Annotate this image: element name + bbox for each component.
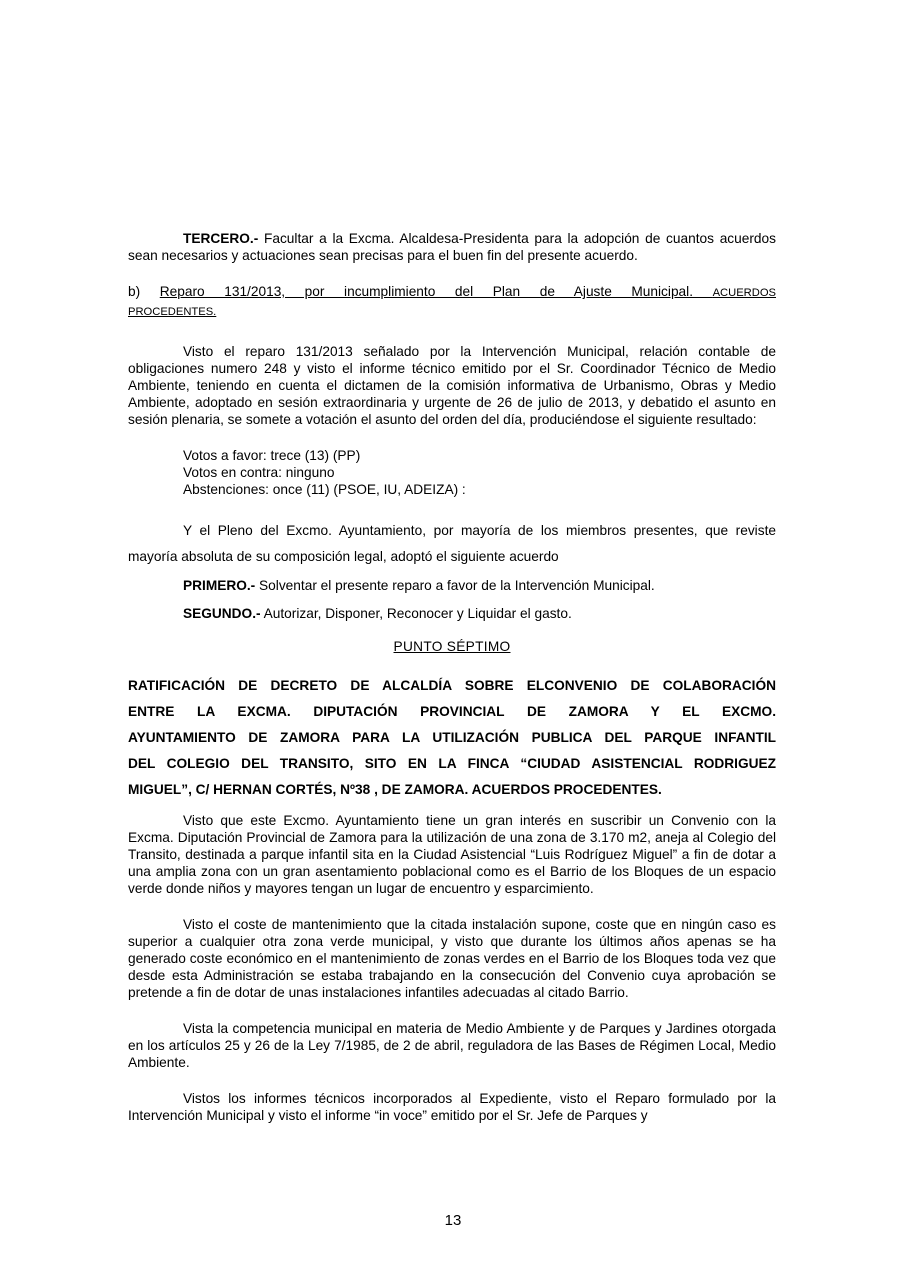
- tercero-text: Facultar a la Excma. Alcaldesa-Presidenta para la adopción de cuantos acuerdos sean necesarios y actuaciones sean precisas para el buen fin del presente acuerdo.: [128, 231, 776, 263]
- page-number: 13: [444, 1212, 462, 1229]
- primero-label: PRIMERO.-: [183, 578, 256, 593]
- votes-abstenciones: Abstenciones: once (11) (PSOE, IU, ADEIZA) :: [183, 482, 466, 497]
- heading-reparo-131-2013: [128, 283, 776, 321]
- reparo-procedentes: PROCEDENTES.: [128, 306, 217, 318]
- paragraph-visto-convenio: Visto que este Excmo. Ayuntamiento tiene un gran interés en suscribir un Convenio con la Excma. Diputación Provincial de Zamora para la utilización de una zona de 3.170 m2, aneja al Colegio del Transito, destinada a parque infantil sita en la Ciudad Asistencial “Luis Rodríguez Miguel” a fin de dotar a una amplia zona con un gran asentamiento poblacional como es el Barrio de los Bloques de un espacio verde donde niños y mayores tengan un lugar de encuentro y esparcimiento.: [128, 813, 776, 896]
- paragraph-visto-reparo: Visto el reparo 131/2013 señalado por la Intervención Municipal, relación contable de obligaciones numero 248 y visto el informe técnico emitido por el Sr. Coordinador Técnico de Medio Ambiente, teniendo en cuenta el dictamen de la comisión informativa de Urbanismo, Obras y Medio Ambiente, adoptado en sesión extraordinaria y urgente de 26 de julio de 2013, y debatido el asunto en sesión plenaria, se somete a votación el asunto del orden del día, produciéndose el siguiente resultado:: [128, 344, 776, 427]
- vote-results: [183, 447, 776, 498]
- segundo-label: SEGUNDO.-: [183, 606, 261, 621]
- primero-text: Solventar el presente reparo a favor de la Intervención Municipal.: [255, 578, 655, 593]
- ratificacion-line: ENTRE LA EXCMA. DIPUTACIÓN PROVINCIAL DE ZAMORA Y EL EXCMO.: [128, 704, 776, 719]
- ratificacion-line: MIGUEL”, C/ HERNAN CORTÉS, Nº38 , DE ZAMORA. ACUERDOS PROCEDENTES.: [128, 782, 662, 797]
- paragraph-visto-coste: Visto el coste de mantenimiento que la citada instalación supone, coste que en ningún caso es superior a cualquier otra zona verde municipal, y visto que durante los últimos años apenas se ha generado coste económico en el mantenimiento de zonas verdes en el Barrio de los Bloques toda vez que desde esta Administración se estaba trabajando en la consecución del Convenio cuya aprobación se pretende a fin de dotar de unas instalaciones infantiles adecuadas al citado Barrio.: [128, 917, 776, 1000]
- reparo-item-letter: b): [128, 284, 160, 299]
- tercero-label: TERCERO.-: [183, 231, 259, 246]
- heading-punto-septimo: PUNTO SÉPTIMO: [393, 639, 511, 654]
- paragraph-vista-competencia: Vista la competencia municipal en materia de Medio Ambiente y de Parques y Jardines otorgada en los artículos 25 y 26 de la Ley 7/1985, de 2 de abril, reguladora de las Bases de Régimen Local, Medio Ambiente.: [128, 1021, 776, 1070]
- segundo-text: Autorizar, Disponer, Reconocer y Liquidar el gasto.: [260, 606, 572, 621]
- paragraph-primero: [128, 576, 776, 596]
- ratificacion-line: AYUNTAMIENTO DE ZAMORA PARA LA UTILIZACIÓN PUBLICA DEL PARQUE INFANTIL: [128, 730, 776, 745]
- paragraph-pleno-acuerdo: Y el Pleno del Excmo. Ayuntamiento, por mayoría de los miembros presentes, que reviste mayoría absoluta de su composición legal, adoptó el siguiente acuerdo: [128, 523, 776, 564]
- paragraph-tercero: [128, 230, 776, 264]
- ratificacion-line: DEL COLEGIO DEL TRANSITO, SITO EN LA FINCA “CIUDAD ASISTENCIAL RODRIGUEZ: [128, 756, 776, 771]
- heading-ratificacion-decreto: [128, 673, 776, 803]
- reparo-title: Reparo 131/2013, por incumplimiento del Plan de Ajuste Municipal.: [159, 284, 713, 299]
- ratificacion-line: RATIFICACIÓN DE DECRETO DE ALCALDÍA SOBRE ELCONVENIO DE COLABORACIÓN: [128, 678, 776, 693]
- paragraph-segundo: [128, 604, 776, 624]
- votes-favor: Votos a favor: trece (13) (PP): [183, 448, 361, 463]
- votes-contra: Votos en contra: ninguno: [183, 465, 335, 480]
- reparo-acuerdos: ACUERDOS: [712, 287, 776, 299]
- paragraph-vistos-informes: Vistos los informes técnicos incorporados al Expediente, visto el Reparo formulado por la Intervención Municipal y visto el informe “in voce” emitido por el Sr. Jefe de Parques y: [128, 1091, 776, 1123]
